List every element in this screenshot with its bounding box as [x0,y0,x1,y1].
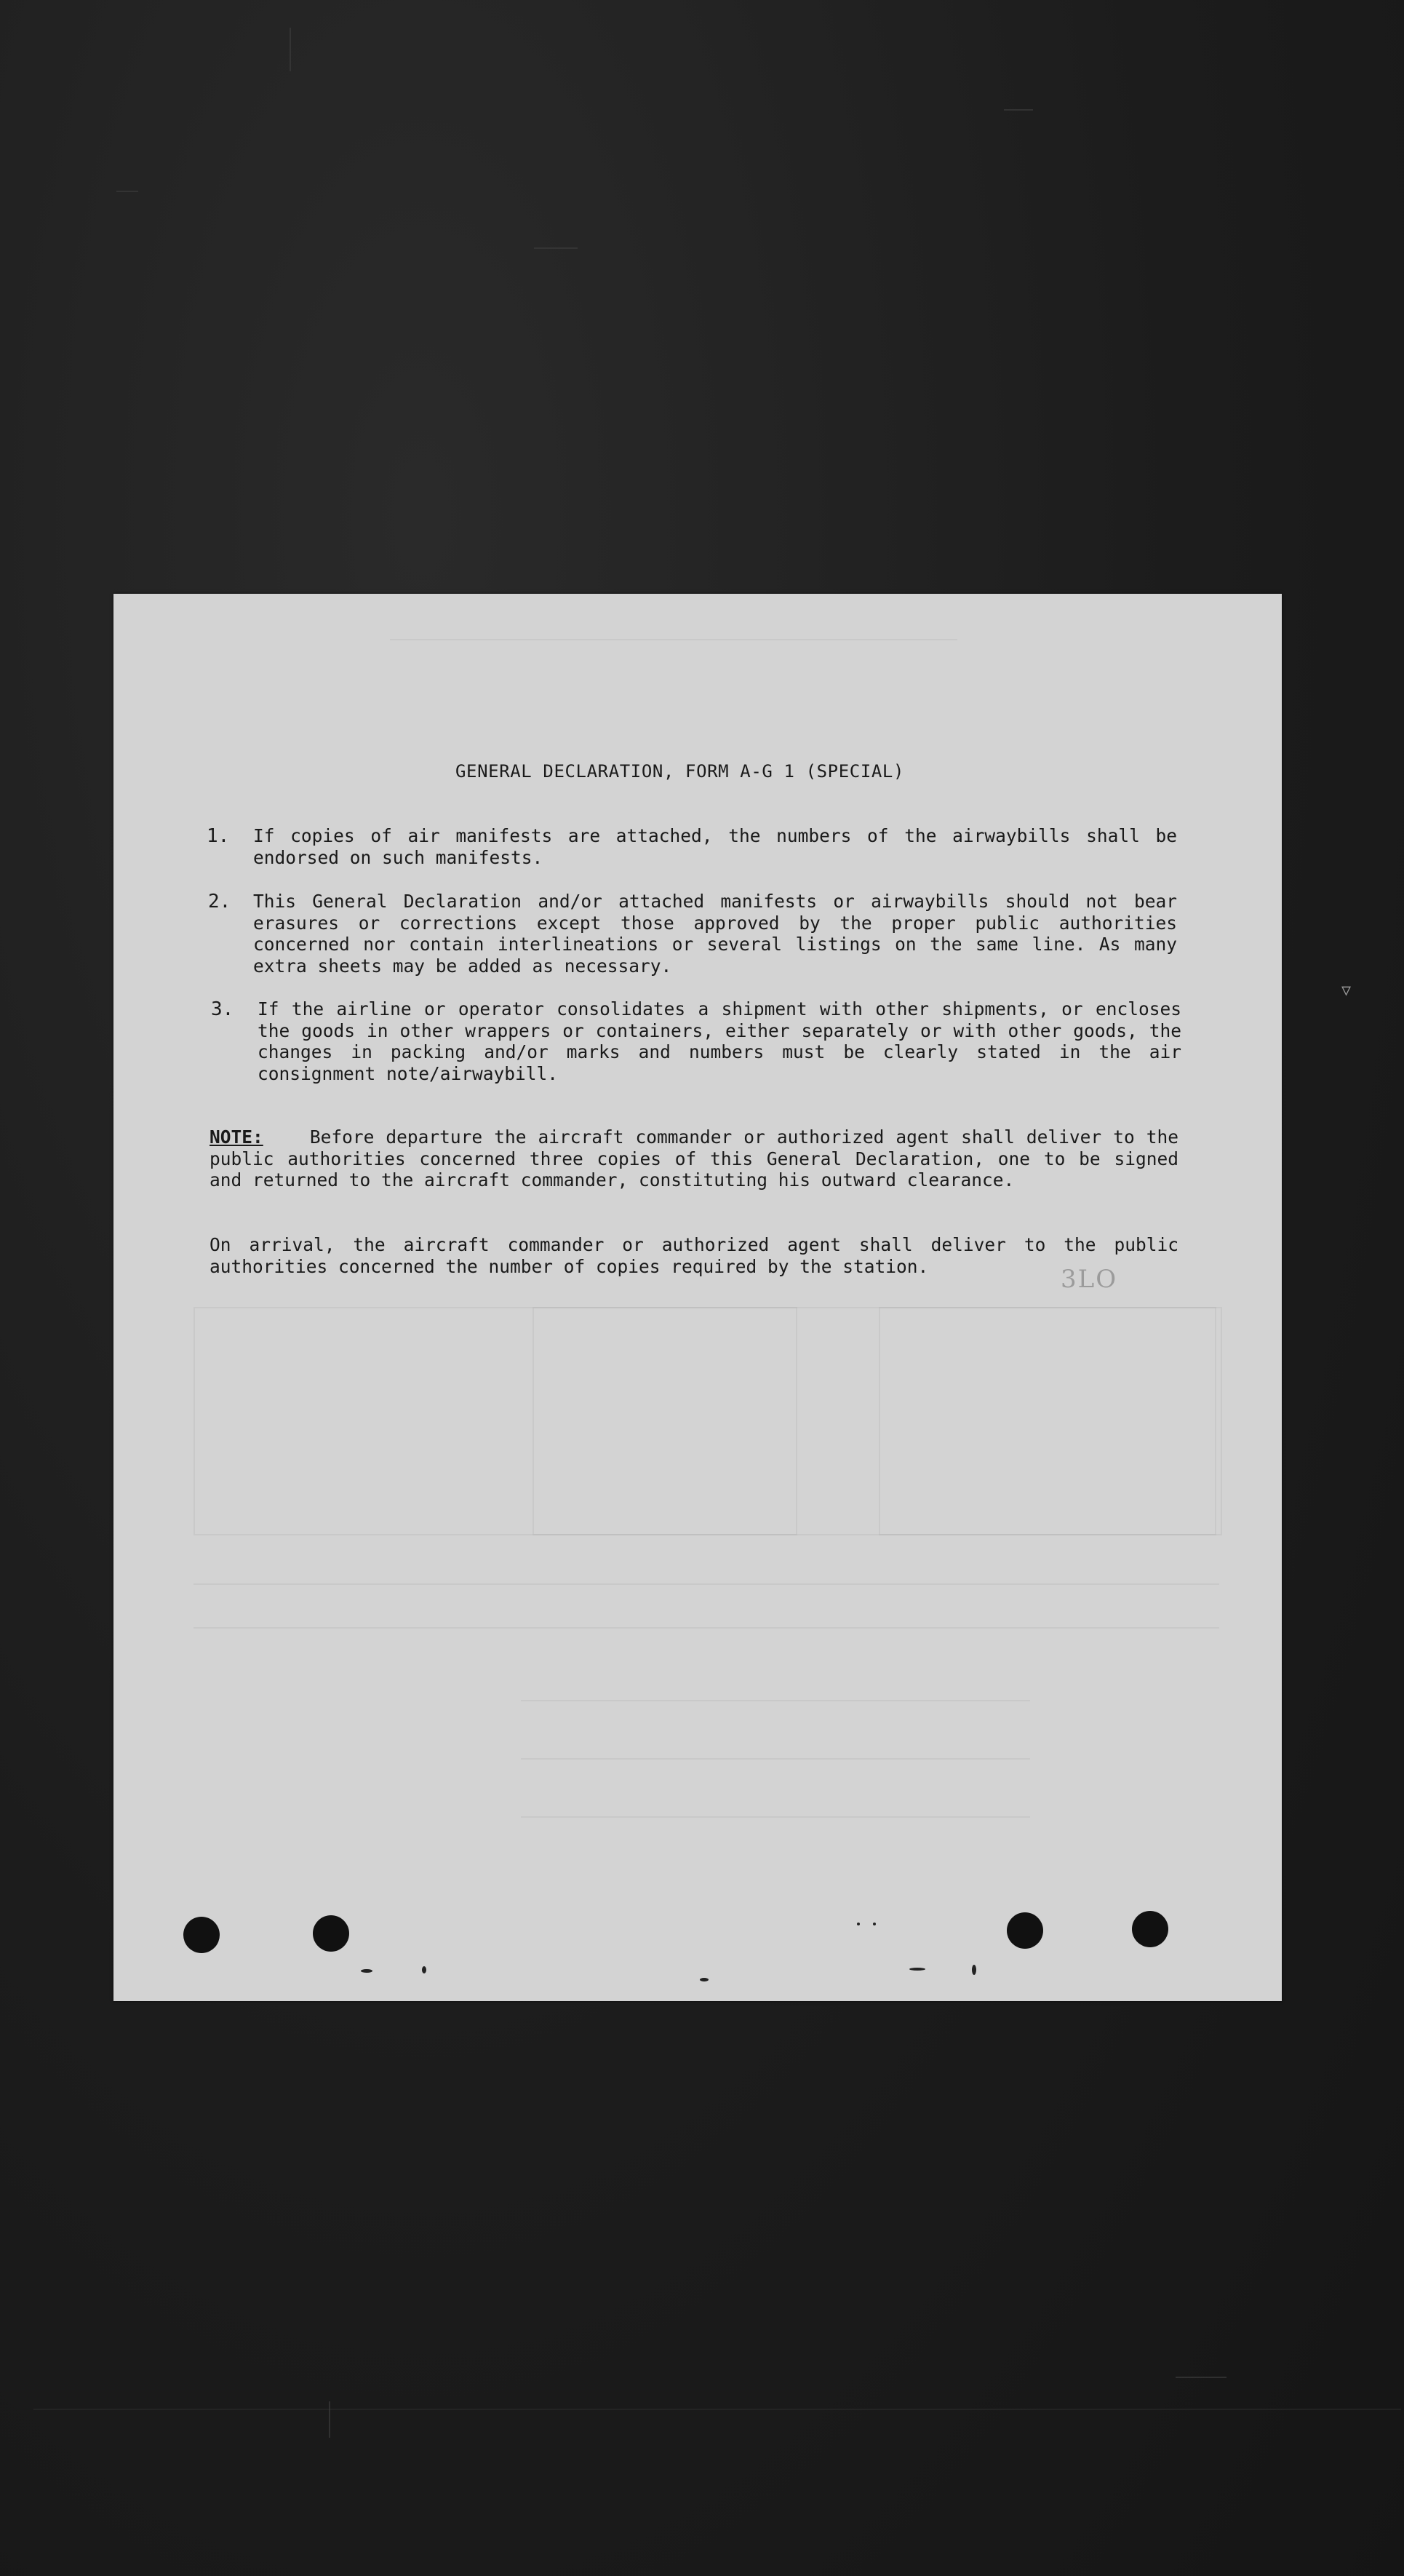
punch-hole [313,1915,349,1952]
punch-hole [1132,1911,1168,1947]
instruction-item: This General Declaration and/or attached manifests or airwaybills should not bear erasures or corrections except those approved by the proper public authorities concerned nor contain interlineations or several listings on the same line. As many extra sheets may be added as necessary. [253,891,1177,977]
film-scratch [1176,2377,1226,2378]
bleed-through-line [521,1700,1030,1701]
film-scratch [290,28,291,71]
dust-speck [700,1978,709,1981]
form-title: GENERAL DECLARATION, FORM A-G 1 (SPECIAL) [455,761,905,782]
film-scratch [329,2401,330,2438]
bleed-through-line [521,1758,1030,1760]
dust-speck [857,1923,860,1925]
dust-speck [873,1923,876,1925]
bleed-through-line [194,1583,1219,1585]
film-scratch [534,247,578,249]
bleed-through-box [533,1307,797,1535]
bleed-through-line [194,1627,1219,1629]
bleed-through-line [390,639,957,640]
dust-speck [909,1968,925,1971]
instruction-item: If copies of air manifests are attached, the numbers of the airwaybills shall be endorsed on such manifests. [253,825,1177,868]
item-number: 2. [208,891,231,913]
item-number: 3. [211,998,234,1020]
edge-mark: ▿ [1341,979,1352,1001]
instruction-item: If the airline or operator consolidates a shipment with other shipments, or encloses the goods in other wrappers or containers, either separately or with other goods, the changes in packing and/or marks and numbers must be clearly stated in the air consignment note/airwaybill. [258,998,1181,1084]
punch-hole [183,1917,220,1953]
punch-hole [1007,1912,1043,1949]
bleed-through-box [879,1307,1216,1535]
dust-speck [972,1965,976,1975]
note-label: NOTE: [210,1126,263,1148]
note-paragraph [210,1126,1178,1191]
bleed-through-line [521,1816,1030,1818]
film-scratch [33,2409,1401,2410]
dust-speck [361,1969,372,1973]
document-page [113,594,1282,2001]
dust-speck [422,1966,426,1973]
item-number: 1. [207,825,230,847]
faint-stamp-mark: 3LO [1061,1265,1118,1294]
arrival-paragraph: On arrival, the aircraft commander or authorized agent shall deliver to the public authorities concerned the number of copies required by the station. [210,1234,1178,1277]
film-scratch [116,191,138,192]
film-scratch [1004,109,1033,111]
note-text: Before departure the aircraft commander or authorized agent shall deliver to the public authorities concerned three copies of this General Declaration, one to be signed and returned to the aircraft commander, constituting his outward clearance. [210,1126,1178,1190]
